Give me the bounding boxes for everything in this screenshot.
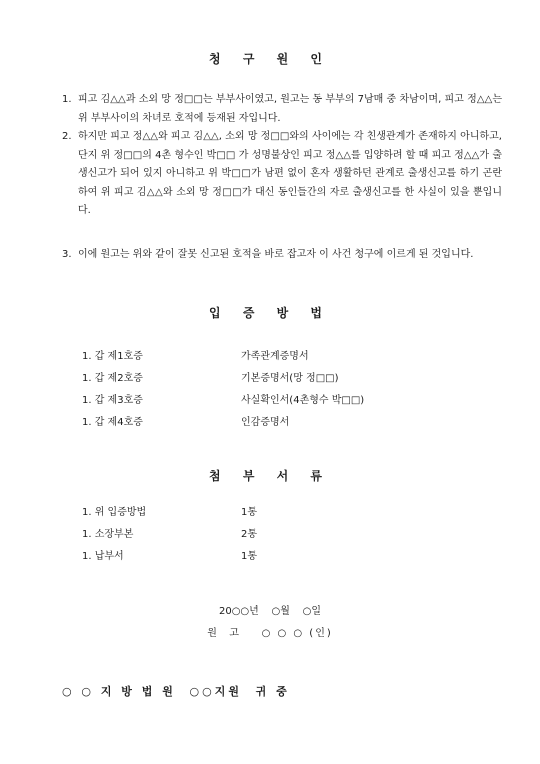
claims-heading: 청 구 원 인: [209, 52, 331, 66]
claim-number: 2.: [62, 131, 72, 142]
evidence-label: 1. 갑 제2호증: [82, 373, 143, 384]
list-item: [82, 390, 442, 412]
claim-paragraph-1: [62, 91, 502, 128]
list-item: [82, 412, 442, 434]
claim-number: 3.: [62, 249, 72, 260]
attachment-label: 1. 위 입증방법: [82, 507, 147, 518]
list-item: [82, 346, 442, 368]
plaintiff-signature: 원 고 ○ ○ ○ (인): [207, 628, 333, 639]
claim-text: 피고 김△△과 소외 망 정□□는 부부사이였고, 원고는 동 부부의 7남매 중 차남이며, 피고 정△△는 위 부부사이의 차녀로 호적에 등재된 자입니다.: [78, 94, 502, 124]
claim-text: 이에 원고는 위와 같이 잘못 신고된 호적을 바로 잡고자 이 사건 청구에 이르게 된 것입니다.: [78, 249, 474, 260]
evidence-document: 기본증명서(망 정□□): [241, 373, 339, 384]
evidence-label: 1. 갑 제1호증: [82, 351, 143, 362]
evidence-list: [82, 346, 442, 434]
evidence-label: 1. 갑 제4호증: [82, 417, 143, 428]
evidence-document: 가족관계증명서: [241, 351, 309, 362]
list-item: [82, 546, 382, 568]
attachment-count: 1통: [241, 507, 258, 518]
claim-paragraph-2: [62, 128, 502, 221]
evidence-label: 1. 갑 제3호증: [82, 395, 143, 406]
evidence-document: 인감증명서: [241, 417, 290, 428]
list-item: [82, 368, 442, 390]
court-addressee: ○ ○ 지 방 법 원 ○○지원 귀 중: [62, 685, 290, 698]
attachment-count: 2통: [241, 529, 258, 540]
attachment-label: 1. 납부서: [82, 551, 124, 562]
evidence-document: 사실확인서(4촌형수 박□□): [241, 395, 365, 406]
evidence-heading: 입 증 방 법: [209, 306, 331, 320]
attachments-list: [82, 502, 382, 568]
claim-paragraph-3: [62, 246, 502, 265]
claim-number: 1.: [62, 94, 72, 105]
filing-date: 20○○년 ○월 ○일: [218, 606, 322, 617]
attachment-label: 1. 소장부본: [82, 529, 134, 540]
claim-text: 하지만 피고 정△△와 피고 김△△, 소외 망 정□□와의 사이에는 각 친생관계가 존재하지 아니하고, 단지 위 정□□의 4촌 형수인 박□□ 가 성명불상인 피고 정△△를 입양하려 할 때 피고 정△△가 출생신고가 되어 있지 아니하고 위 박□□가 남편 없이 혼자 생활하던 관계로 출생신고를 하기 곤란하여 위 피고 김△△와 소외 망 정□□가 대신 동인들간의 자로 출생신고를 한 사실이 있을 뿐입니다.: [78, 131, 502, 217]
list-item: [82, 524, 382, 546]
list-item: [82, 502, 382, 524]
attachments-heading: 첨 부 서 류: [209, 469, 331, 483]
attachment-count: 1통: [241, 551, 258, 562]
